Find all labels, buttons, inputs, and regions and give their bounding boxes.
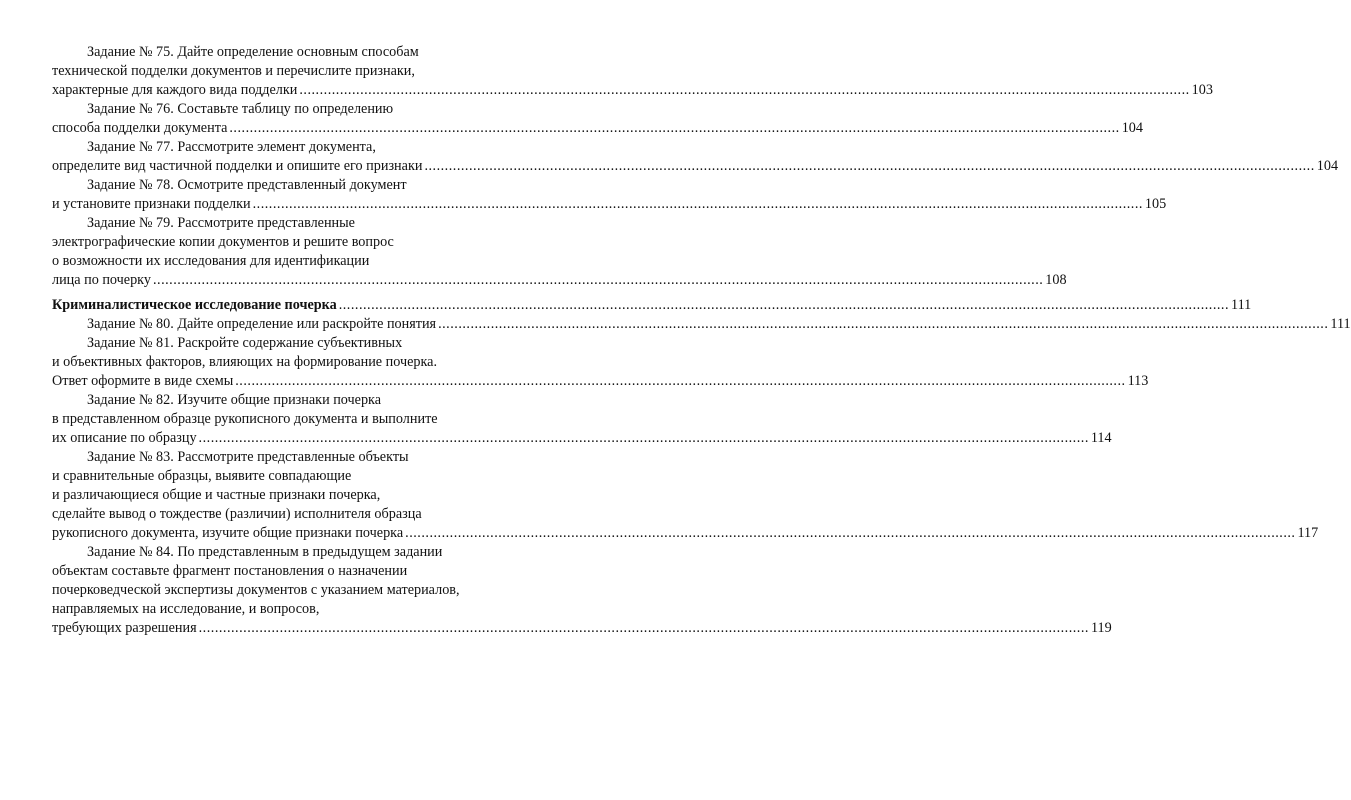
toc-line bbox=[52, 581, 506, 600]
page-number: 108 bbox=[1045, 272, 1067, 288]
toc-line bbox=[52, 429, 1112, 448]
toc-line bbox=[52, 43, 506, 62]
page-number: 119 bbox=[1090, 620, 1112, 636]
page-number: 114 bbox=[1090, 430, 1112, 446]
page-number: 104 bbox=[1316, 158, 1339, 174]
toc-line-text: Задание № 81. Раскройте содержание субъективных bbox=[87, 335, 403, 351]
toc-line bbox=[52, 486, 506, 505]
toc-entry bbox=[52, 334, 1149, 391]
toc-line bbox=[52, 543, 506, 562]
toc-line bbox=[52, 467, 506, 486]
dot-leader: ............................................................................................................................................................................................................................ bbox=[152, 272, 1044, 288]
dot-leader: ............................................................................................................................................................................................................................ bbox=[405, 525, 1296, 541]
page-number: 111 bbox=[1231, 297, 1252, 313]
toc-line-text: Задание № 75. Дайте определение основным способам bbox=[87, 44, 419, 60]
toc-section-heading bbox=[52, 296, 1252, 315]
toc-entry bbox=[52, 176, 1167, 214]
toc-entry bbox=[52, 315, 1351, 334]
toc-line-text: их описание по образцу bbox=[52, 430, 197, 446]
page-number: 104 bbox=[1121, 120, 1143, 136]
toc-line-text: и сравнительные образцы, выявите совпадающие bbox=[52, 468, 352, 484]
toc-line-text: требующих разрешения bbox=[52, 620, 197, 636]
toc-line bbox=[52, 505, 506, 524]
toc-line-text: рукописного документа, изучите общие признаки почерка bbox=[52, 525, 404, 541]
toc-entry bbox=[52, 214, 1067, 290]
toc-line bbox=[52, 391, 506, 410]
toc-line-text: направляемых на исследование, и вопросов, bbox=[52, 601, 320, 617]
toc-entry bbox=[52, 138, 1339, 176]
toc-line bbox=[52, 524, 1319, 543]
dot-leader: ............................................................................................................................................................................................................................ bbox=[438, 316, 1329, 332]
toc-line bbox=[52, 195, 1167, 214]
toc-line-text: Задание № 77. Рассмотрите элемент документа, bbox=[87, 139, 376, 155]
dot-leader: ............................................................................................................................................................................................................................ bbox=[424, 158, 1315, 174]
toc-entry bbox=[52, 391, 1112, 448]
toc-line-text: Задание № 84. По представленным в предыдущем задании bbox=[87, 544, 443, 560]
toc-line-text: и установите признаки подделки bbox=[52, 196, 251, 212]
toc-line bbox=[52, 62, 506, 81]
dot-leader: ............................................................................................................................................................................................................................ bbox=[229, 120, 1120, 136]
toc-line bbox=[52, 296, 1252, 315]
toc-line-text: Задание № 79. Рассмотрите представленные bbox=[87, 215, 355, 231]
dot-leader: ............................................................................................................................................................................................................................ bbox=[198, 620, 1089, 636]
toc-line-text: и различающиеся общие и частные признаки почерка, bbox=[52, 487, 381, 503]
toc-line-text: Ответ оформите в виде схемы bbox=[52, 373, 234, 389]
page-number: 117 bbox=[1297, 525, 1319, 541]
toc-line bbox=[52, 233, 506, 252]
toc-line-text: лица по почерку bbox=[52, 272, 151, 288]
toc-entry bbox=[52, 100, 1143, 138]
dot-leader: ............................................................................................................................................................................................................................ bbox=[338, 297, 1230, 313]
dot-leader: ............................................................................................................................................................................................................................ bbox=[235, 373, 1126, 389]
toc-line bbox=[52, 600, 506, 619]
toc-line bbox=[52, 252, 506, 271]
toc-line bbox=[52, 353, 506, 372]
toc-line bbox=[52, 138, 506, 157]
toc-line-text: объектам составьте фрагмент постановления о назначении bbox=[52, 563, 408, 579]
toc-line-text: Задание № 76. Составьте таблицу по определению bbox=[87, 101, 394, 117]
page-number: 103 bbox=[1191, 82, 1213, 98]
toc-line bbox=[52, 176, 506, 195]
toc-line bbox=[52, 100, 506, 119]
toc-line bbox=[52, 81, 1213, 100]
toc-line bbox=[52, 315, 1351, 334]
toc-line-text: и объективных факторов, влияющих на формирование почерка. bbox=[52, 354, 438, 370]
toc-line-text: способа подделки документа bbox=[52, 120, 228, 136]
page-number: 111 bbox=[1330, 316, 1351, 332]
toc-line-text: о возможности их исследования для идентификации bbox=[52, 253, 370, 269]
toc-line-text: Задание № 80. Дайте определение или раскройте понятия bbox=[87, 316, 437, 332]
dot-leader: ............................................................................................................................................................................................................................ bbox=[299, 82, 1190, 98]
toc-line-text: Криминалистическое исследование почерка bbox=[52, 297, 337, 313]
toc-line bbox=[52, 372, 1149, 391]
toc-line-text: определите вид частичной подделки и опишите его признаки bbox=[52, 158, 423, 174]
toc-line bbox=[52, 214, 506, 233]
toc-line bbox=[52, 157, 1339, 176]
toc-line-text: сделайте вывод о тождестве (различии) исполнителя образца bbox=[52, 506, 422, 522]
toc-line bbox=[52, 334, 506, 353]
toc-entry bbox=[52, 448, 1319, 543]
dot-leader: ............................................................................................................................................................................................................................ bbox=[198, 430, 1089, 446]
toc-line bbox=[52, 448, 506, 467]
toc-line bbox=[52, 562, 506, 581]
toc-line-text: характерные для каждого вида подделки bbox=[52, 82, 298, 98]
page-number: 113 bbox=[1127, 373, 1149, 389]
toc-line-text: технической подделки документов и перечислите признаки, bbox=[52, 63, 415, 79]
toc-line bbox=[52, 271, 1067, 290]
toc-entry bbox=[52, 543, 1112, 638]
table-of-contents bbox=[52, 43, 1351, 638]
toc-line-text: электрографические копии документов и решите вопрос bbox=[52, 234, 394, 250]
toc-entry bbox=[52, 43, 1213, 100]
toc-line-text: Задание № 83. Рассмотрите представленные объекты bbox=[87, 449, 409, 465]
dot-leader: ............................................................................................................................................................................................................................ bbox=[252, 196, 1143, 212]
toc-line-text: почерковедческой экспертизы документов с указанием материалов, bbox=[52, 582, 460, 598]
toc-line bbox=[52, 619, 1112, 638]
toc-line-text: Задание № 82. Изучите общие признаки почерка bbox=[87, 392, 382, 408]
toc-line bbox=[52, 410, 506, 429]
toc-line-text: Задание № 78. Осмотрите представленный документ bbox=[87, 177, 407, 193]
toc-line bbox=[52, 119, 1143, 138]
toc-line-text: в представленном образце рукописного документа и выполните bbox=[52, 411, 438, 427]
page-number: 105 bbox=[1144, 196, 1167, 212]
